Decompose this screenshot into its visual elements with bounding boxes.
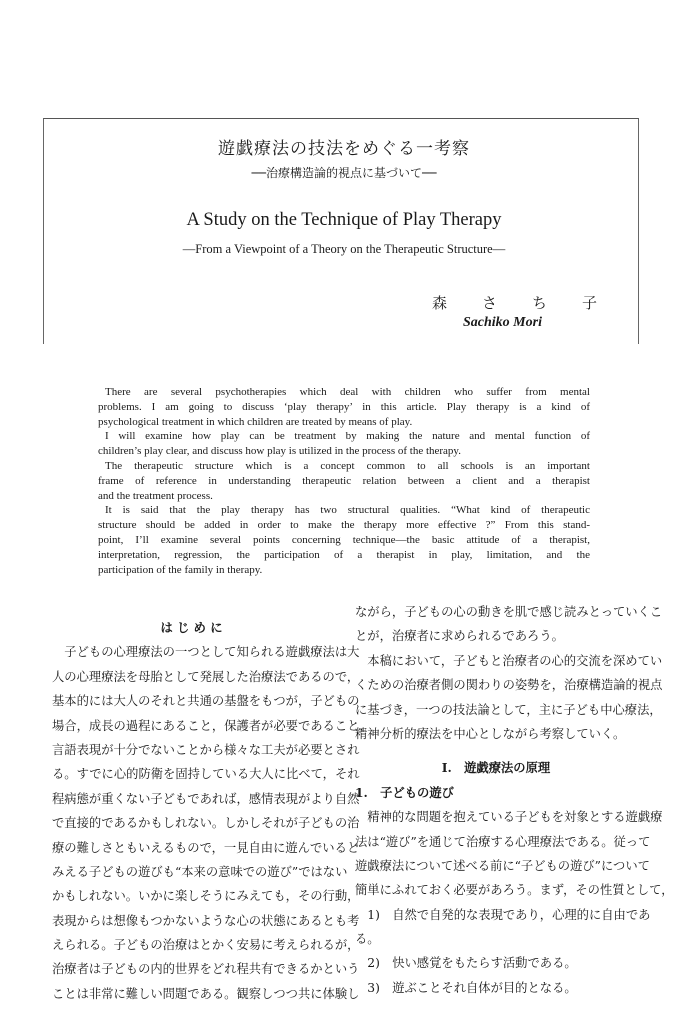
text-line: くための治療者側の関わりの姿勢を，治療構造論的視点 xyxy=(355,678,663,693)
text-line: 法は“遊び”を通じて治療する心理療法である。従って xyxy=(355,834,651,849)
subtitle-japanese: ──治療構造論的視点に基づいて── xyxy=(251,166,437,180)
left-column xyxy=(52,616,372,1006)
abstract-line: The therapeutic structure which is a concept common to all schools is an important xyxy=(105,459,590,472)
text-line: みえる子どもの遊びも“本来の意味での遊び”ではない xyxy=(52,864,348,879)
section-heading-principles: I. 遊戯療法の原理 xyxy=(441,760,551,776)
text-line: 2) 快い感覚をもたらす活動である。 xyxy=(355,956,577,971)
text-line: る。すでに心的防衛を固持している大人に比べて，それ xyxy=(52,767,360,782)
text-line: 治療者は子どもの内的世界をどれ程共有できるかという xyxy=(52,962,360,977)
text-line: 療の難しさともいえるもので，一見自由に遊んでいると xyxy=(52,840,360,855)
text-line: 子どもの心理療法の一つとして知られる遊戯療法は大 xyxy=(52,645,360,660)
abstract-line: participation of the family in therapy. xyxy=(98,563,263,576)
text-line: 1) 自然で自発的な表現であり，心理的に自由であ xyxy=(355,907,651,922)
abstract-line: and the treatment process. xyxy=(98,489,213,502)
text-line: 程病態が重くない子どもであれば，感情表現がより自然 xyxy=(52,791,360,806)
text-line: えられる。子どもの治療はとかく安易に考えられるが， xyxy=(52,938,360,953)
abstract-line: It is said that the play therapy has two structural qualities. “What kind of therapeutic xyxy=(105,504,590,517)
author-char: 子 xyxy=(582,294,598,312)
abstract xyxy=(98,385,590,577)
abstract-line: I will examine how play can be treatment by making the nature and mental function of xyxy=(105,430,590,443)
title-english: A Study on the Technique of Play Therapy xyxy=(186,210,502,230)
text-line: 基本的には大人のそれと共通の基盤をもつが，子どもの xyxy=(52,694,360,709)
author-name-japanese xyxy=(432,292,632,313)
text-line: に基づき，一つの技法論として，主に子ども中心療法， xyxy=(355,702,662,717)
text-line: る。 xyxy=(355,932,380,947)
subtitle-english: —From a Viewpoint of a Theory on the Therapeutic Structure— xyxy=(182,242,506,256)
subsection-heading-play: 1. 子どもの遊び xyxy=(355,784,454,800)
text-line: 簡単にふれておく必要があろう。まず，その性質として， xyxy=(355,883,674,898)
text-line: 場合，成長の過程にあること，保護者が必要であること， xyxy=(52,718,372,733)
text-line: とが，治療者に求められるであろう。 xyxy=(355,629,564,644)
text-line: 言語表現が十分でないことから様々な工夫が必要とされ xyxy=(52,742,360,757)
abstract-line: children’s play clear, and discuss how play is utilized in the process of the therapy. xyxy=(98,445,461,458)
abstract-line: structure should be added in order to make the therapy more effective ?” From this stand- xyxy=(98,519,590,532)
abstract-line: problems. I am going to discuss ‘play therapy’ in this article. Play therapy is a kind of xyxy=(98,400,590,413)
text-line: ながら，子どもの心の動きを肌で感じ読みとっていくこ xyxy=(355,605,663,619)
author-char: 森 xyxy=(432,294,448,312)
abstract-line: point, I’ll examine several points concerning technique—the basic attitude of a therapist, xyxy=(98,533,590,546)
text-line: かもしれない。いかに楽しそうにみえても，その行動， xyxy=(52,889,360,904)
abstract-line: There are several psychotherapies which deal with children who suffer from mental xyxy=(105,386,590,398)
text-line: 3) 遊ぶことそれ自体が目的となる。 xyxy=(355,980,577,995)
author-char: ち xyxy=(532,294,548,312)
title-japanese: 遊戯療法の技法をめぐる一考察 xyxy=(218,139,470,159)
text-line: ことは非常に難しい問題である。観察しつつ共に体験し xyxy=(52,986,360,1001)
text-line: 遊戯療法について述べる前に“子どもの遊び”について xyxy=(355,858,650,873)
section-heading-introduction: は じ め に xyxy=(160,620,223,635)
abstract-line: psychological treatment in which children are treated by means of play. xyxy=(98,415,413,428)
abstract-line: interpretation, regression, the participation of a therapist in play, limitation, and the xyxy=(98,548,590,561)
right-column xyxy=(355,600,674,1000)
author-name-english: Sachiko Mori xyxy=(463,315,542,330)
text-line: 人の心理療法を母胎として発展した治療法であるので， xyxy=(52,669,360,684)
abstract-line: frame of reference in understanding therapeutic relation between a client and a therapist xyxy=(98,474,590,487)
author-char: さ xyxy=(482,294,498,312)
text-line: 精神的な問題を抱えている子どもを対象とする遊戯療 xyxy=(355,810,663,825)
text-line: 精神分析的療法を中心としながら考察していく。 xyxy=(355,726,626,741)
text-line: 本稿において，子どもと治療者の心的交流を深めてい xyxy=(355,653,663,668)
text-line: 表現からは想像もつかないような心の状態にあるとも考 xyxy=(52,913,360,928)
text-line: で直接的であるかもしれない。しかしそれが子どもの治 xyxy=(52,816,360,831)
